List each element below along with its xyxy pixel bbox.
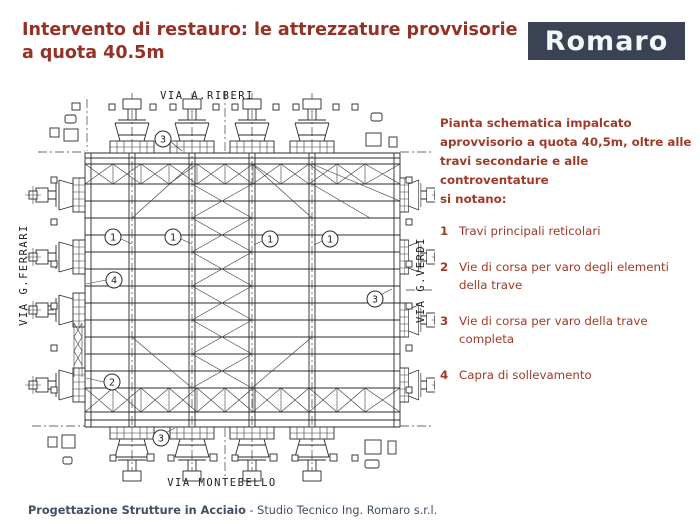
legend-item-text: Vie di corsa per varo della trave completa — [459, 314, 648, 346]
callout-1-b — [165, 229, 181, 245]
footer-regular-text: - Studio Tecnico Ing. Romaro s.r.l. — [245, 504, 438, 517]
legend-item-number: 1 — [440, 224, 449, 238]
svg-text:4: 4 — [110, 275, 118, 287]
legend-intro-line: Pianta schematica impalcato — [440, 116, 632, 130]
romaro-logo — [528, 22, 685, 60]
footer-bold-text: Progettazione Strutture in Acciaio — [28, 504, 246, 517]
svg-text:1: 1 — [109, 232, 117, 244]
slide-footer — [28, 504, 437, 517]
trestles-left — [25, 178, 85, 402]
trestles-top — [110, 99, 334, 153]
callout-4 — [106, 272, 122, 288]
legend-intro-line: travi secondarie e alle controventature — [440, 154, 589, 187]
site-plan-drawing — [10, 85, 435, 495]
site-plan-svg — [10, 85, 435, 495]
column-centerlines — [132, 93, 312, 483]
legend-intro-line: aprovvisorio a quota 40,5m, oltre alle — [440, 135, 692, 149]
callout-1-d — [322, 231, 338, 247]
legend-item-text: Capra di sollevamento — [459, 368, 592, 382]
legend-item-3 — [440, 312, 692, 348]
legend-item-2 — [440, 258, 692, 294]
svg-text:1: 1 — [326, 234, 334, 246]
svg-text:1: 1 — [266, 234, 274, 246]
legend-item-text: Vie di corsa per varo degli elementi della trave — [459, 260, 669, 292]
legend-item-text: Travi principali reticolari — [459, 224, 601, 238]
street-label-via-montebello: VIA MONTEBELLO — [167, 477, 277, 489]
svg-text:1: 1 — [169, 232, 177, 244]
trestles-bottom — [110, 427, 334, 481]
callout-1-a — [105, 229, 121, 245]
svg-text:3: 3 — [159, 134, 167, 146]
callout-2 — [104, 374, 120, 390]
legend-list — [440, 222, 692, 384]
callout-3-top — [155, 131, 171, 147]
svg-text:2: 2 — [108, 377, 116, 389]
callout-3-right — [367, 291, 383, 307]
romaro-logo-text: Romaro — [544, 25, 669, 57]
callout-3-bottom — [153, 430, 169, 446]
legend-item-number: 3 — [440, 314, 449, 328]
legend-intro — [440, 114, 692, 209]
street-label-via-a-riberi: VIA A.RIBERI — [160, 90, 254, 102]
legend-item-4 — [440, 366, 692, 384]
slide-title: Intervento di restauro: le attrezzature provvisorie a quota 40.5m — [22, 20, 518, 64]
callout-1-c — [262, 231, 278, 247]
svg-text:3: 3 — [371, 294, 379, 306]
legend-item-1 — [440, 222, 692, 240]
svg-text:3: 3 — [157, 433, 165, 445]
legend-item-number: 2 — [440, 260, 449, 274]
legend-panel — [440, 114, 692, 402]
legend-item-number: 4 — [440, 368, 449, 382]
street-label-via-g-verdi: VIA G.VERDI — [415, 236, 427, 324]
street-label-via-g-ferrari: VIA G.FERRARI — [18, 224, 30, 326]
legend-intro-line: si notano: — [440, 192, 507, 206]
